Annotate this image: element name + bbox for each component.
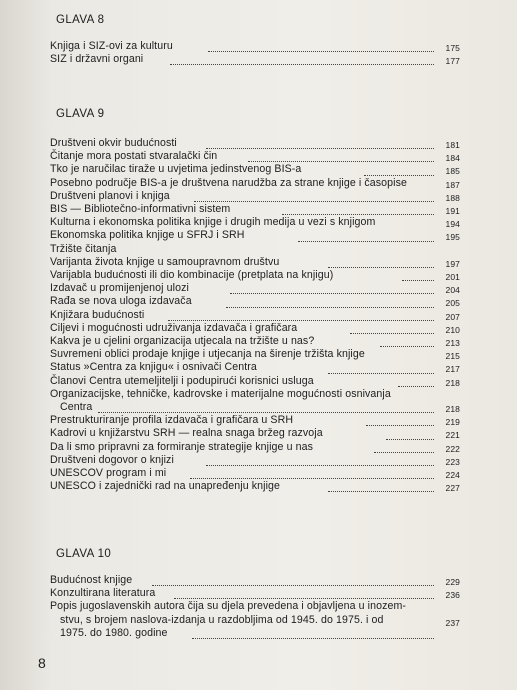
toc-entry[interactable]: Prestrukturiranje profila izdavača i grafičara u SRH 219 xyxy=(50,414,460,428)
toc-entry-continuation[interactable]: 1975. do 1980. godine 237 xyxy=(60,617,460,639)
toc-entry-continuation[interactable]: stvu, s brojem naslova-izdanja u razdobljima od 1945. do 1975. i od xyxy=(60,613,384,626)
toc-entry[interactable]: Čitanje mora postati stvaralački čin 184 xyxy=(50,150,460,164)
chapter-heading-8: GLAVA 8 xyxy=(56,14,105,26)
chapter-heading-10: GLAVA 10 xyxy=(56,548,112,560)
toc-entry[interactable]: Tko je naručilac tiraže u uvjetima jedinstvenog BIS-a 185 xyxy=(50,163,460,177)
chapter-9-entries xyxy=(50,137,460,493)
chapter-8-entries xyxy=(50,40,460,66)
toc-entry[interactable]: BIS — Bibliotečno-informativni sistem 191 xyxy=(50,203,460,217)
toc-entry[interactable]: Posebno područje BIS-a je društvena narudžba za strane knjige i časopise 187 xyxy=(50,176,460,190)
toc-entry[interactable]: Ciljevi i mogućnosti udruživanja izdavača i grafičara 210 xyxy=(50,321,460,335)
toc-entry[interactable]: Kakva je u cjelini organizacija utjecala na tržište u nas? 213 xyxy=(50,335,460,349)
toc-entry[interactable]: Kulturna i ekonomska politika knjige i drugih medija u vezi s knjigom 194 xyxy=(50,216,460,230)
chapter-10-entries xyxy=(50,574,460,640)
toc-entry-continuation[interactable]: Centra 218 xyxy=(60,401,460,415)
toc-entry[interactable]: Varijanta života knjige u samoupravnom društvu 197 xyxy=(50,255,460,269)
toc-entry[interactable]: Izdavač u promijenjenoj ulozi 204 xyxy=(50,282,460,296)
toc-entry[interactable]: Ekonomska politika knjige u SFRJ i SRH 195 xyxy=(50,229,460,243)
toc-entry[interactable]: Kadrovi u knjižarstvu SRH — realna snaga bržeg razvoja 221 xyxy=(50,427,460,441)
toc-entry[interactable]: Društveni okvir budućnosti 181 xyxy=(50,137,460,150)
toc-entry[interactable]: Budućnost knjige 229 xyxy=(50,574,460,587)
toc-entry[interactable]: Varijabla budućnosti ili dio kombinacije (pretplata na knjigu) 201 xyxy=(50,269,460,283)
toc-entry[interactable]: Članovi Centra utemeljitelji i podupirući korisnici usluga 218 xyxy=(50,374,460,388)
toc-entry[interactable]: Organizacijske, tehničke, kadrovske i materijalne mogućnosti osnivanja xyxy=(50,387,391,400)
toc-entry[interactable]: Društveni dogovor o knjizi 223 xyxy=(50,453,460,467)
chapter-heading-9: GLAVA 9 xyxy=(56,108,105,120)
toc-entry[interactable]: Tržište čitanja xyxy=(50,242,117,255)
toc-entry[interactable]: Suvremeni oblici prodaje knjige i utjecanja na širenje tržišta knjige 215 xyxy=(50,348,460,362)
toc-entry[interactable]: Knjiga i SIZ-ovi za kulturu 175 xyxy=(50,40,460,53)
toc-entry[interactable]: Status »Centra za knjigu« i osnivači Centra 217 xyxy=(50,361,460,375)
toc-entry[interactable]: UNESCOV program i mi 224 xyxy=(50,467,460,481)
toc-entry[interactable]: Konzultirana literatura 236 xyxy=(50,587,460,601)
toc-entry[interactable]: Knjižara budućnosti 207 xyxy=(50,308,460,322)
toc-entry[interactable]: SIZ i državni organi 177 xyxy=(50,53,460,67)
toc-entry[interactable]: UNESCO i zajednički rad na unapređenju knjige 227 xyxy=(50,480,460,494)
toc-entry[interactable]: Da li smo pripravni za formiranje strategije knjige u nas 222 xyxy=(50,440,460,454)
toc-entry[interactable]: Popis jugoslavenskih autora čija su djela prevedena i objavljena u inozem- xyxy=(50,600,407,613)
toc-entry[interactable]: Društveni planovi i knjiga 188 xyxy=(50,189,460,203)
page-number: 8 xyxy=(38,655,46,671)
toc-entry[interactable]: Rađa se nova uloga izdavača 205 xyxy=(50,295,460,309)
